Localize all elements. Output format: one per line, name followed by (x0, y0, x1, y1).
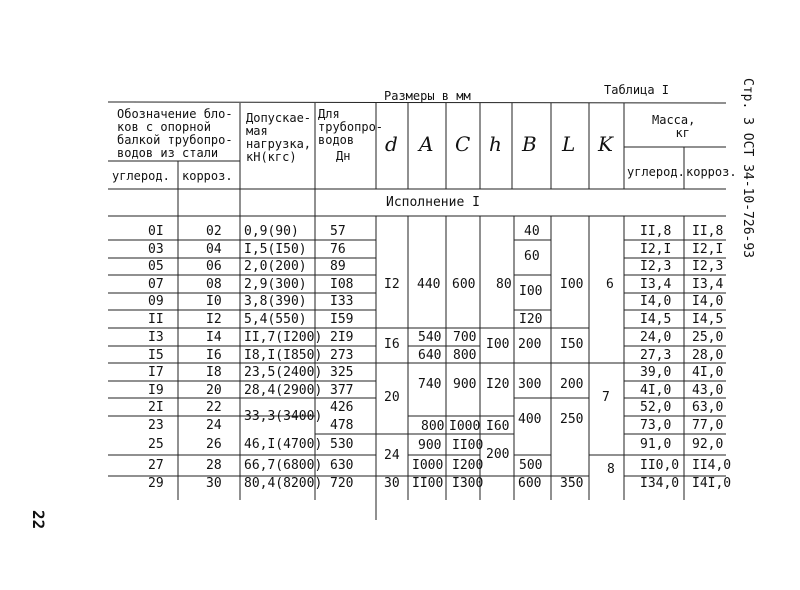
row-uglerod: I9 (148, 383, 164, 398)
razmery-label: Размеры в мм (384, 89, 471, 103)
A-740: 740 (418, 377, 442, 392)
A-900: 900 (418, 438, 442, 453)
row-dn: 426 (330, 400, 354, 415)
row-uglerod: I3 (148, 330, 164, 345)
C-1100: II00 (452, 438, 484, 453)
L-150: I50 (560, 337, 584, 352)
C-header: C (455, 132, 471, 156)
row-massa-uglerod: I2,I (640, 242, 672, 257)
row-korroz: I0 (206, 294, 222, 309)
row-korroz: 26 (206, 437, 222, 452)
row-korroz: 08 (206, 277, 222, 292)
dlya-header: Для трубопро- водов (318, 107, 384, 147)
h-160: I60 (486, 419, 510, 434)
row-nagruzka: II,7(I200) (244, 330, 323, 345)
row-nagruzka: 2,9(300) (244, 277, 307, 292)
B-60: 60 (524, 249, 540, 264)
row-massa-uglerod: 73,0 (640, 418, 672, 433)
row-massa-uglerod: 27,3 (640, 348, 672, 363)
C-900: 900 (453, 377, 477, 392)
A-1000: I000 (412, 458, 444, 473)
row-korroz: I2 (206, 312, 222, 327)
row-massa-korroz: I4,5 (692, 312, 724, 327)
C-1200: I200 (452, 458, 484, 473)
row-nagruzka: 46,I(4700) (244, 437, 323, 452)
row-uglerod: 29 (148, 476, 164, 491)
row-korroz: 20 (206, 383, 222, 398)
dn-header: Дн (336, 149, 351, 163)
L-100: I00 (560, 277, 584, 292)
ost-side-label: Стр. 3 ОСТ 34-10-726-93 (740, 78, 755, 259)
A-440: 440 (417, 277, 441, 292)
uglerod-header: углерод. (112, 169, 170, 183)
row-massa-uglerod: I3,4 (640, 277, 672, 292)
row-dn: 377 (330, 383, 354, 398)
row-nagruzka: 28,4(2900) (244, 383, 323, 398)
row-korroz: I4 (206, 330, 222, 345)
d-20: 20 (384, 390, 400, 405)
page-number: 22 (29, 510, 48, 530)
d-header: d (385, 132, 398, 156)
row-nagruzka: 0,9(90) (244, 224, 299, 239)
row-korroz: 22 (206, 400, 222, 415)
row-dn: 2I9 (330, 330, 354, 345)
row-uglerod: 09 (148, 294, 164, 309)
row-uglerod: II (148, 312, 164, 327)
row-nagruzka: 80,4(8200) (244, 476, 323, 491)
row-massa-uglerod: 52,0 (640, 400, 672, 415)
row-dn: 57 (330, 224, 346, 239)
korroz2-header: корроз. (686, 165, 737, 179)
B-header: B (522, 132, 537, 156)
L-250: 250 (560, 412, 584, 427)
d-12: I2 (384, 277, 400, 292)
K-7: 7 (602, 390, 610, 405)
C-700: 700 (453, 330, 477, 345)
row-dn: I59 (330, 312, 354, 327)
L-200: 200 (560, 377, 584, 392)
row-korroz: 28 (206, 458, 222, 473)
row-massa-uglerod: I4,5 (640, 312, 672, 327)
h-200: 200 (486, 447, 510, 462)
row-massa-uglerod: 24,0 (640, 330, 672, 345)
row-massa-uglerod: 4I,0 (640, 383, 672, 398)
row-nagruzka: 5,4(550) (244, 312, 307, 327)
B-100: I00 (519, 284, 543, 299)
row-massa-korroz: I2,3 (692, 259, 724, 274)
massa-header: Масса, кг (652, 113, 696, 140)
row-korroz: 30 (206, 476, 222, 491)
row-massa-korroz: II4,0 (692, 458, 732, 473)
C-1300: I300 (452, 476, 484, 491)
h-header: h (489, 132, 502, 156)
A-header: A (419, 132, 434, 156)
B-40: 40 (524, 224, 540, 239)
row-dn: 273 (330, 348, 354, 363)
row-massa-korroz: 43,0 (692, 383, 724, 398)
row-korroz: I6 (206, 348, 222, 363)
row-dn: I08 (330, 277, 354, 292)
row-korroz: I8 (206, 365, 222, 380)
K-8: 8 (607, 462, 615, 477)
row-massa-uglerod: I2,3 (640, 259, 672, 274)
row-massa-korroz: I2,I (692, 242, 724, 257)
C-1000: I000 (449, 419, 481, 434)
row-nagruzka: 33,3(3400) (244, 409, 323, 424)
row-massa-korroz: II,8 (692, 224, 724, 239)
d-24: 24 (384, 448, 400, 463)
row-massa-uglerod: II,8 (640, 224, 672, 239)
B-600: 600 (518, 476, 542, 491)
row-nagruzka: 3,8(390) (244, 294, 307, 309)
row-nagruzka: 66,7(6800) (244, 458, 323, 473)
row-massa-uglerod: 91,0 (640, 437, 672, 452)
B-400: 400 (518, 412, 542, 427)
row-massa-uglerod: I34,0 (640, 476, 680, 491)
L-350: 350 (560, 476, 584, 491)
row-massa-korroz: 4I,0 (692, 365, 724, 380)
row-uglerod: 0I (148, 224, 164, 239)
uglerod2-header: углерод. (627, 165, 685, 179)
row-dn: 89 (330, 259, 346, 274)
row-dn: 630 (330, 458, 354, 473)
row-nagruzka: 23,5(2400) (244, 365, 323, 380)
B-120: I20 (519, 312, 543, 327)
row-massa-korroz: I4I,0 (692, 476, 732, 491)
row-uglerod: 25 (148, 437, 164, 452)
row-dn: 530 (330, 437, 354, 452)
row-uglerod: 2I (148, 400, 164, 415)
oboznachenie-header: Обозначение бло- ков с опорной балкой трубопро- водов из стали (117, 107, 233, 160)
row-dn: 76 (330, 242, 346, 257)
row-massa-uglerod: I4,0 (640, 294, 672, 309)
A-540: 540 (418, 330, 442, 345)
K-6: 6 (606, 277, 614, 292)
C-600: 600 (452, 277, 476, 292)
row-nagruzka: I8,I(I850) (244, 348, 323, 363)
row-massa-korroz: I3,4 (692, 277, 724, 292)
row-uglerod: 03 (148, 242, 164, 257)
row-massa-uglerod: II0,0 (640, 458, 680, 473)
row-uglerod: I5 (148, 348, 164, 363)
row-uglerod: 23 (148, 418, 164, 433)
row-massa-korroz: I4,0 (692, 294, 724, 309)
row-uglerod: 05 (148, 259, 164, 274)
L-header: L (562, 132, 576, 156)
row-massa-korroz: 77,0 (692, 418, 724, 433)
table-number: Таблица I (604, 83, 670, 97)
B-200: 200 (518, 337, 542, 352)
row-massa-korroz: 25,0 (692, 330, 724, 345)
row-uglerod: 27 (148, 458, 164, 473)
row-korroz: 02 (206, 224, 222, 239)
row-nagruzka: 2,0(200) (244, 259, 307, 274)
d-16: I6 (384, 337, 400, 352)
row-korroz: 04 (206, 242, 222, 257)
C-800: 800 (453, 348, 477, 363)
row-dn: 325 (330, 365, 354, 380)
h-80: 80 (496, 277, 512, 292)
ispolnenie-label: Исполнение I (386, 195, 480, 210)
A-640: 640 (418, 348, 442, 363)
row-massa-korroz: 63,0 (692, 400, 724, 415)
row-dn: 720 (330, 476, 354, 491)
B-300: 300 (518, 377, 542, 392)
row-dn: I33 (330, 294, 354, 309)
nagruzka-header: Допускае- мая нагрузка, кН(кгс) (246, 111, 312, 164)
row-korroz: 06 (206, 259, 222, 274)
row-massa-korroz: 28,0 (692, 348, 724, 363)
A-800: 800 (421, 419, 445, 434)
row-uglerod: 07 (148, 277, 164, 292)
row-korroz: 24 (206, 418, 222, 433)
h-120: I20 (486, 377, 510, 392)
row-massa-korroz: 92,0 (692, 437, 724, 452)
row-dn: 478 (330, 418, 354, 433)
A-1100: II00 (412, 476, 444, 491)
korroz-header: корроз. (182, 169, 233, 183)
B-500: 500 (519, 458, 543, 473)
row-uglerod: I7 (148, 365, 164, 380)
d-30: 30 (384, 476, 400, 491)
row-nagruzka: I,5(I50) (244, 242, 307, 257)
K-header: K (598, 132, 613, 156)
row-massa-uglerod: 39,0 (640, 365, 672, 380)
h-100: I00 (486, 337, 510, 352)
